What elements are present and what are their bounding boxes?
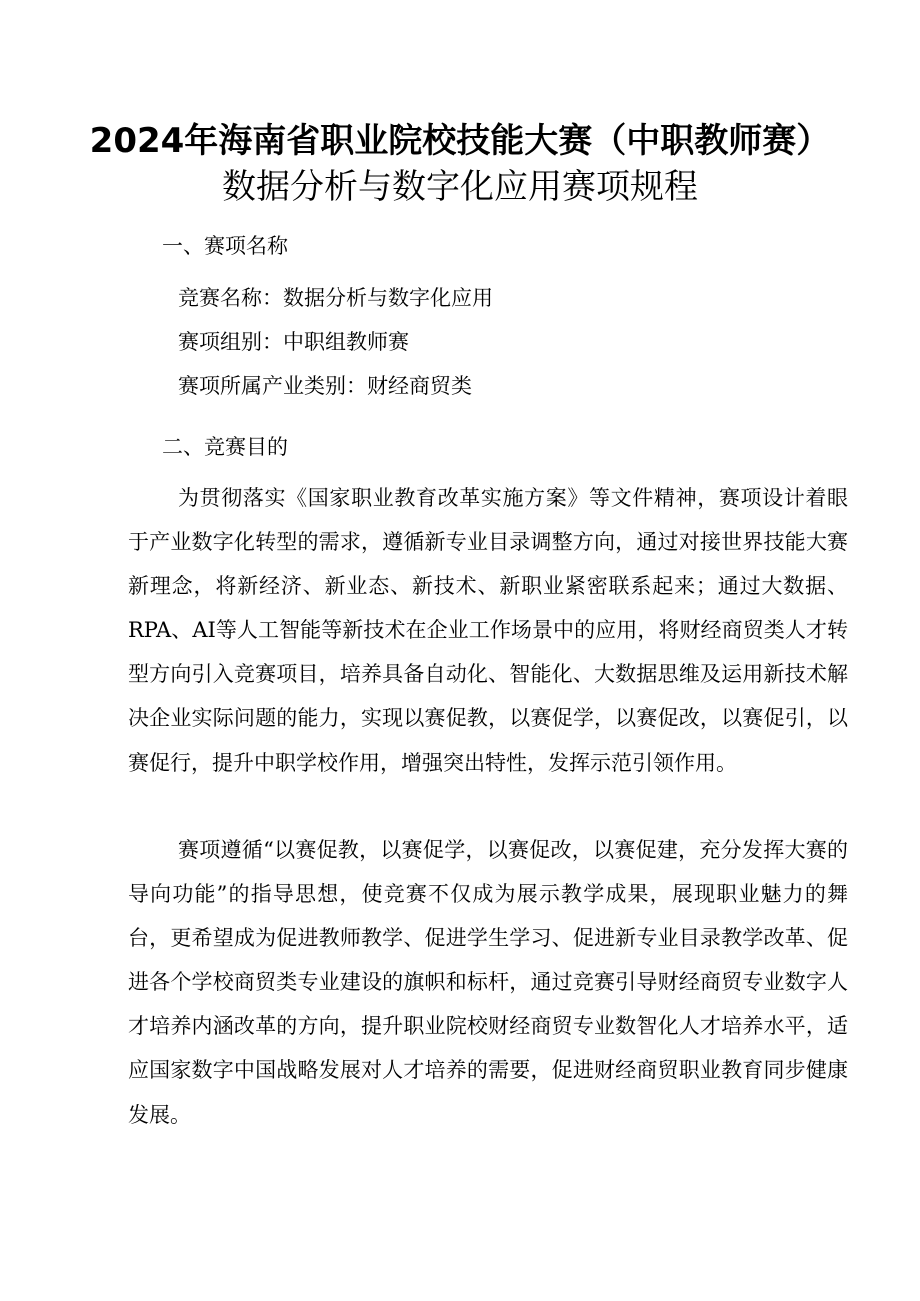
- title-line-2: 数据分析与数字化应用赛项规程: [222, 167, 698, 207]
- field-industry-category: 赛项所属产业类别：财经商贸类: [178, 374, 472, 398]
- paragraph-purpose-1: 为贯彻落实《国家职业教育改革实施方案》等文件精神，赛项设计着眼于产业数字化转型的需求，遵循新专业目录调整方向，通过对接世界技能大赛新理念，将新经济、新业态、新技术、新职业紧密联系起来；通过大数据、RPA、AI等人工智能等新技术在企业工作场景中的应用，将财经商贸类人才转型方向引入竞赛项目，培养具备自动化、智能化、大数据思维及运用新技术解决企业实际问题的能力，实现以赛促教，以赛促学，以赛促改，以赛促引，以赛促行，提升中职学校作用，增强突出特性，发挥示范引领作用。: [128, 486, 848, 775]
- field-competition-name: 竞赛名称：数据分析与数字化应用: [178, 286, 493, 310]
- title-line-1: 2024年海南省职业院校技能大赛（中职教师赛）: [89, 121, 831, 161]
- document-title: [0, 118, 920, 210]
- section-heading-1: 一、赛项名称: [162, 234, 288, 258]
- field-event-group: 赛项组别：中职组教师赛: [178, 330, 409, 354]
- section-heading-2: 二、竞赛目的: [162, 435, 288, 459]
- paragraph-purpose-2: 赛项遵循“以赛促教，以赛促学，以赛促改，以赛促建，充分发挥大赛的导向功能”的指导思想，使竞赛不仅成为展示教学成果，展现职业魅力的舞台，更希望成为促进教师教学、促进学生学习、促进新专业目录教学改革、促进各个学校商贸类专业建设的旗帜和标杆，通过竞赛引导财经商贸专业数字人才培养内涵改革的方向，提升职业院校财经商贸专业数智化人才培养水平，适应国家数字中国战略发展对人才培养的需要，促进财经商贸职业教育同步健康发展。: [128, 838, 848, 1127]
